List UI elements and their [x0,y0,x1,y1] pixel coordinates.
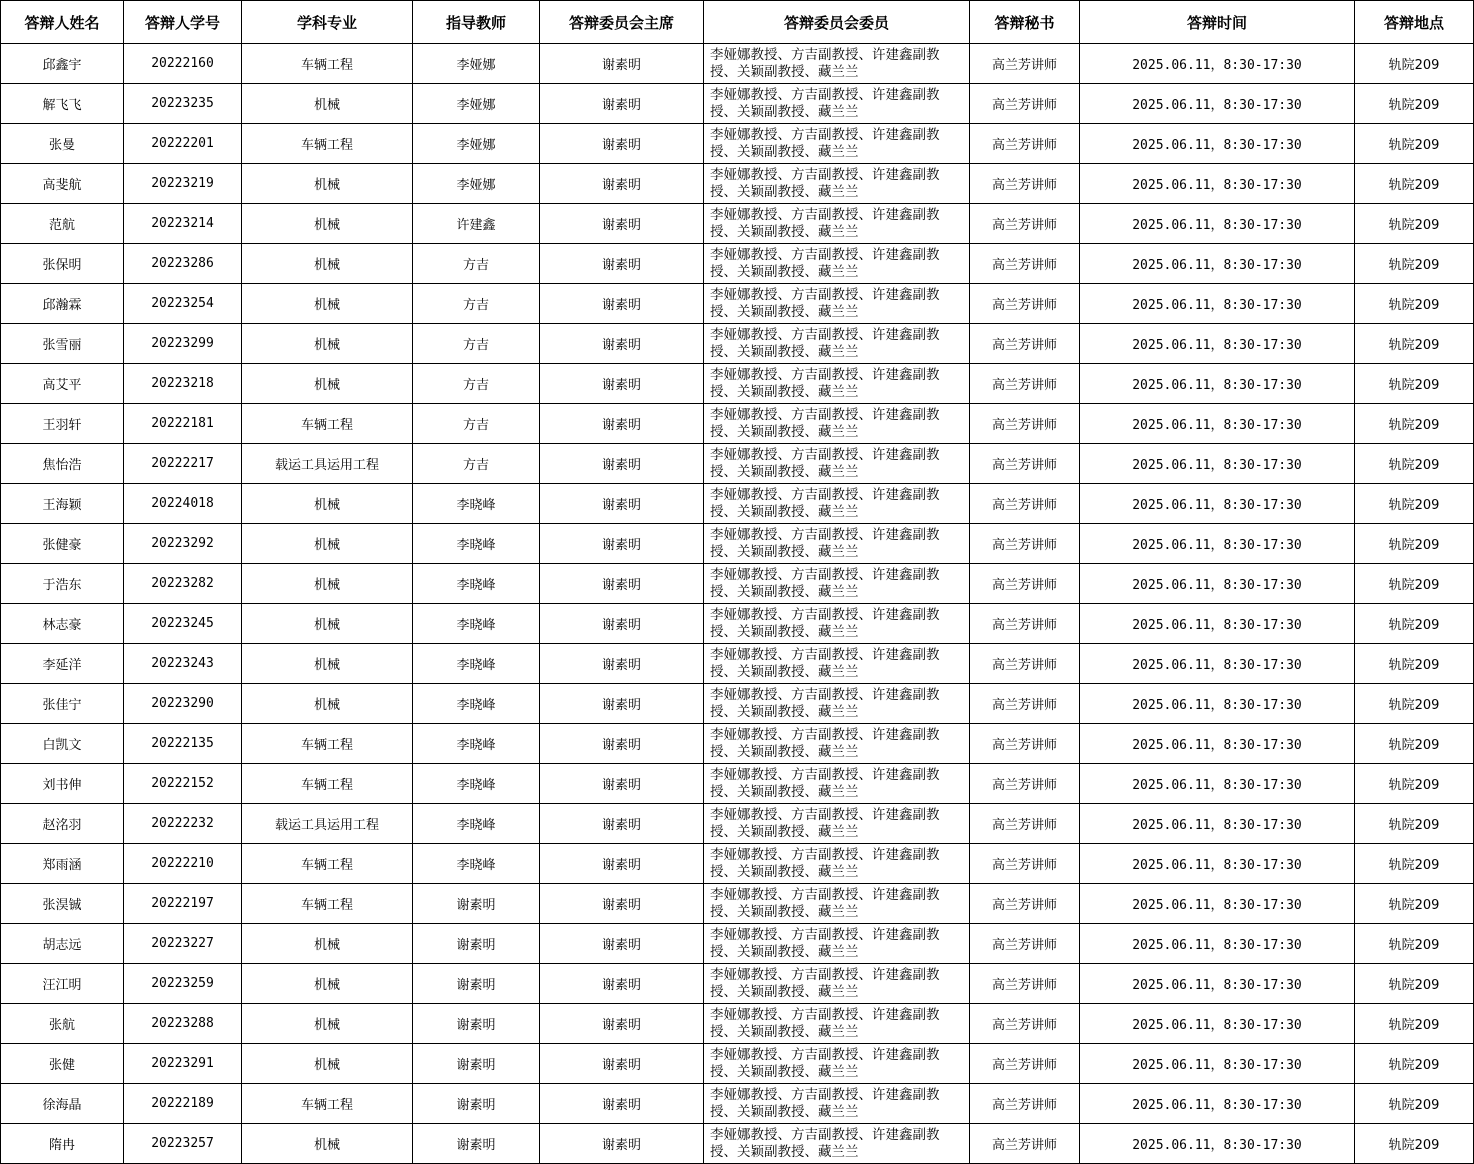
cell-advisor: 谢素明 [413,924,540,964]
cell-chair: 谢素明 [540,484,704,524]
cell-chair: 谢素明 [540,764,704,804]
cell-student-id: 20223299 [124,324,242,364]
cell-time: 2025.06.11，8:30-17:30 [1080,524,1355,564]
cell-members: 李娅娜教授、方吉副教授、许建鑫副教授、关颖副教授、藏兰兰 [704,1124,970,1164]
cell-chair: 谢素明 [540,684,704,724]
table-row [1,84,1474,124]
cell-student-id: 20223245 [124,604,242,644]
cell-chair: 谢素明 [540,564,704,604]
cell-secretary: 高兰芳讲师 [970,244,1080,284]
cell-student-id: 20223218 [124,364,242,404]
cell-place: 轨院209 [1355,84,1474,124]
cell-secretary: 高兰芳讲师 [970,444,1080,484]
cell-student-id: 20223219 [124,164,242,204]
cell-student-id: 20223243 [124,644,242,684]
cell-members: 李娅娜教授、方吉副教授、许建鑫副教授、关颖副教授、藏兰兰 [704,164,970,204]
table-row [1,564,1474,604]
cell-members: 李娅娜教授、方吉副教授、许建鑫副教授、关颖副教授、藏兰兰 [704,844,970,884]
cell-place: 轨院209 [1355,284,1474,324]
cell-place: 轨院209 [1355,1004,1474,1044]
cell-name: 张佳宁 [1,684,124,724]
cell-members: 李娅娜教授、方吉副教授、许建鑫副教授、关颖副教授、藏兰兰 [704,44,970,84]
cell-advisor: 李晓峰 [413,484,540,524]
cell-chair: 谢素明 [540,84,704,124]
cell-secretary: 高兰芳讲师 [970,204,1080,244]
cell-time: 2025.06.11，8:30-17:30 [1080,684,1355,724]
table-row [1,1124,1474,1164]
cell-secretary: 高兰芳讲师 [970,84,1080,124]
table-row [1,444,1474,484]
cell-place: 轨院209 [1355,564,1474,604]
cell-time: 2025.06.11，8:30-17:30 [1080,1084,1355,1124]
table-row [1,764,1474,804]
cell-advisor: 谢素明 [413,964,540,1004]
cell-major: 机械 [242,684,413,724]
cell-major: 机械 [242,84,413,124]
table-row [1,364,1474,404]
table-row [1,644,1474,684]
cell-name: 解飞飞 [1,84,124,124]
cell-name: 焦怡浩 [1,444,124,484]
table-row [1,1084,1474,1124]
cell-secretary: 高兰芳讲师 [970,964,1080,1004]
cell-name: 张保明 [1,244,124,284]
cell-student-id: 20222160 [124,44,242,84]
cell-members: 李娅娜教授、方吉副教授、许建鑫副教授、关颖副教授、藏兰兰 [704,124,970,164]
cell-major: 机械 [242,324,413,364]
cell-name: 王羽轩 [1,404,124,444]
cell-members: 李娅娜教授、方吉副教授、许建鑫副教授、关颖副教授、藏兰兰 [704,684,970,724]
cell-student-id: 20222189 [124,1084,242,1124]
table-row [1,684,1474,724]
cell-secretary: 高兰芳讲师 [970,724,1080,764]
cell-major: 载运工具运用工程 [242,804,413,844]
cell-time: 2025.06.11，8:30-17:30 [1080,244,1355,284]
cell-major: 机械 [242,564,413,604]
cell-time: 2025.06.11，8:30-17:30 [1080,1004,1355,1044]
cell-time: 2025.06.11，8:30-17:30 [1080,284,1355,324]
cell-major: 机械 [242,244,413,284]
cell-members: 李娅娜教授、方吉副教授、许建鑫副教授、关颖副教授、藏兰兰 [704,84,970,124]
cell-major: 载运工具运用工程 [242,444,413,484]
cell-secretary: 高兰芳讲师 [970,644,1080,684]
cell-name: 范航 [1,204,124,244]
cell-major: 机械 [242,964,413,1004]
cell-place: 轨院209 [1355,844,1474,884]
header-place: 答辩地点 [1355,1,1474,44]
cell-members: 李娅娜教授、方吉副教授、许建鑫副教授、关颖副教授、藏兰兰 [704,964,970,1004]
header-student-id: 答辩人学号 [124,1,242,44]
cell-major: 机械 [242,1004,413,1044]
cell-time: 2025.06.11，8:30-17:30 [1080,804,1355,844]
table-row [1,484,1474,524]
table-body [1,44,1474,1164]
cell-advisor: 李晓峰 [413,764,540,804]
cell-time: 2025.06.11，8:30-17:30 [1080,204,1355,244]
cell-major: 机械 [242,1124,413,1164]
cell-student-id: 20223254 [124,284,242,324]
table-row [1,44,1474,84]
cell-student-id: 20223286 [124,244,242,284]
cell-advisor: 方吉 [413,244,540,284]
cell-members: 李娅娜教授、方吉副教授、许建鑫副教授、关颖副教授、藏兰兰 [704,284,970,324]
cell-chair: 谢素明 [540,1124,704,1164]
cell-name: 高艾平 [1,364,124,404]
cell-advisor: 方吉 [413,284,540,324]
cell-student-id: 20224018 [124,484,242,524]
cell-time: 2025.06.11，8:30-17:30 [1080,724,1355,764]
cell-major: 车辆工程 [242,404,413,444]
cell-secretary: 高兰芳讲师 [970,764,1080,804]
cell-secretary: 高兰芳讲师 [970,1124,1080,1164]
cell-advisor: 李晓峰 [413,604,540,644]
table-row [1,604,1474,644]
cell-members: 李娅娜教授、方吉副教授、许建鑫副教授、关颖副教授、藏兰兰 [704,404,970,444]
cell-student-id: 20223257 [124,1124,242,1164]
cell-student-id: 20223290 [124,684,242,724]
cell-secretary: 高兰芳讲师 [970,284,1080,324]
header-members: 答辩委员会委员 [704,1,970,44]
table-row [1,164,1474,204]
cell-secretary: 高兰芳讲师 [970,484,1080,524]
table-row [1,524,1474,564]
cell-major: 车辆工程 [242,44,413,84]
cell-place: 轨院209 [1355,884,1474,924]
cell-time: 2025.06.11，8:30-17:30 [1080,884,1355,924]
cell-major: 机械 [242,364,413,404]
cell-major: 机械 [242,524,413,564]
cell-major: 机械 [242,204,413,244]
cell-secretary: 高兰芳讲师 [970,604,1080,644]
cell-chair: 谢素明 [540,1044,704,1084]
cell-secretary: 高兰芳讲师 [970,1044,1080,1084]
table-row [1,1044,1474,1084]
cell-student-id: 20222197 [124,884,242,924]
cell-members: 李娅娜教授、方吉副教授、许建鑫副教授、关颖副教授、藏兰兰 [704,204,970,244]
table-row [1,124,1474,164]
cell-student-id: 20223235 [124,84,242,124]
cell-time: 2025.06.11，8:30-17:30 [1080,404,1355,444]
cell-major: 车辆工程 [242,124,413,164]
cell-time: 2025.06.11，8:30-17:30 [1080,644,1355,684]
cell-members: 李娅娜教授、方吉副教授、许建鑫副教授、关颖副教授、藏兰兰 [704,364,970,404]
cell-major: 机械 [242,484,413,524]
cell-name: 郑雨涵 [1,844,124,884]
cell-chair: 谢素明 [540,404,704,444]
cell-chair: 谢素明 [540,244,704,284]
cell-advisor: 李晓峰 [413,804,540,844]
cell-secretary: 高兰芳讲师 [970,1084,1080,1124]
cell-time: 2025.06.11，8:30-17:30 [1080,364,1355,404]
cell-student-id: 20223292 [124,524,242,564]
cell-student-id: 20223288 [124,1004,242,1044]
cell-chair: 谢素明 [540,724,704,764]
cell-time: 2025.06.11，8:30-17:30 [1080,324,1355,364]
cell-time: 2025.06.11，8:30-17:30 [1080,1124,1355,1164]
cell-student-id: 20222201 [124,124,242,164]
cell-place: 轨院209 [1355,644,1474,684]
cell-place: 轨院209 [1355,124,1474,164]
cell-time: 2025.06.11，8:30-17:30 [1080,484,1355,524]
table-row [1,724,1474,764]
cell-place: 轨院209 [1355,364,1474,404]
cell-chair: 谢素明 [540,644,704,684]
cell-name: 林志豪 [1,604,124,644]
cell-secretary: 高兰芳讲师 [970,124,1080,164]
cell-major: 机械 [242,1044,413,1084]
cell-members: 李娅娜教授、方吉副教授、许建鑫副教授、关颖副教授、藏兰兰 [704,1084,970,1124]
table-row [1,1004,1474,1044]
cell-time: 2025.06.11，8:30-17:30 [1080,924,1355,964]
cell-advisor: 李晓峰 [413,644,540,684]
cell-time: 2025.06.11，8:30-17:30 [1080,964,1355,1004]
cell-advisor: 谢素明 [413,1044,540,1084]
cell-chair: 谢素明 [540,1004,704,1044]
cell-major: 机械 [242,644,413,684]
cell-advisor: 方吉 [413,364,540,404]
cell-advisor: 李晓峰 [413,844,540,884]
cell-place: 轨院209 [1355,724,1474,764]
cell-place: 轨院209 [1355,484,1474,524]
table-row [1,404,1474,444]
cell-name: 王海颖 [1,484,124,524]
cell-advisor: 许建鑫 [413,204,540,244]
cell-advisor: 李娅娜 [413,84,540,124]
cell-student-id: 20223227 [124,924,242,964]
cell-student-id: 20222210 [124,844,242,884]
cell-chair: 谢素明 [540,524,704,564]
cell-secretary: 高兰芳讲师 [970,164,1080,204]
cell-major: 机械 [242,284,413,324]
cell-name: 汪江明 [1,964,124,1004]
cell-student-id: 20223291 [124,1044,242,1084]
cell-secretary: 高兰芳讲师 [970,884,1080,924]
cell-chair: 谢素明 [540,804,704,844]
cell-name: 张健豪 [1,524,124,564]
header-row [1,1,1474,44]
cell-members: 李娅娜教授、方吉副教授、许建鑫副教授、关颖副教授、藏兰兰 [704,604,970,644]
cell-chair: 谢素明 [540,204,704,244]
cell-place: 轨院209 [1355,404,1474,444]
cell-major: 车辆工程 [242,1084,413,1124]
cell-name: 张雪丽 [1,324,124,364]
cell-name: 徐海晶 [1,1084,124,1124]
cell-place: 轨院209 [1355,604,1474,644]
cell-chair: 谢素明 [540,124,704,164]
cell-place: 轨院209 [1355,524,1474,564]
cell-members: 李娅娜教授、方吉副教授、许建鑫副教授、关颖副教授、藏兰兰 [704,1004,970,1044]
cell-place: 轨院209 [1355,1044,1474,1084]
cell-student-id: 20223282 [124,564,242,604]
cell-members: 李娅娜教授、方吉副教授、许建鑫副教授、关颖副教授、藏兰兰 [704,764,970,804]
cell-student-id: 20222135 [124,724,242,764]
cell-major: 机械 [242,164,413,204]
cell-advisor: 李娅娜 [413,164,540,204]
cell-student-id: 20222181 [124,404,242,444]
header-advisor: 指导教师 [413,1,540,44]
table-row [1,884,1474,924]
cell-advisor: 谢素明 [413,1124,540,1164]
cell-secretary: 高兰芳讲师 [970,524,1080,564]
cell-time: 2025.06.11，8:30-17:30 [1080,444,1355,484]
cell-members: 李娅娜教授、方吉副教授、许建鑫副教授、关颖副教授、藏兰兰 [704,1044,970,1084]
cell-secretary: 高兰芳讲师 [970,1004,1080,1044]
header-major: 学科专业 [242,1,413,44]
cell-advisor: 李娅娜 [413,44,540,84]
cell-advisor: 谢素明 [413,1084,540,1124]
cell-secretary: 高兰芳讲师 [970,564,1080,604]
cell-chair: 谢素明 [540,604,704,644]
cell-secretary: 高兰芳讲师 [970,364,1080,404]
cell-members: 李娅娜教授、方吉副教授、许建鑫副教授、关颖副教授、藏兰兰 [704,244,970,284]
table-row [1,804,1474,844]
cell-members: 李娅娜教授、方吉副教授、许建鑫副教授、关颖副教授、藏兰兰 [704,924,970,964]
table-row [1,204,1474,244]
cell-chair: 谢素明 [540,844,704,884]
cell-advisor: 李晓峰 [413,684,540,724]
cell-chair: 谢素明 [540,924,704,964]
cell-place: 轨院209 [1355,244,1474,284]
cell-chair: 谢素明 [540,164,704,204]
cell-members: 李娅娜教授、方吉副教授、许建鑫副教授、关颖副教授、藏兰兰 [704,724,970,764]
cell-time: 2025.06.11，8:30-17:30 [1080,564,1355,604]
cell-advisor: 谢素明 [413,884,540,924]
table-row [1,324,1474,364]
cell-name: 胡志远 [1,924,124,964]
cell-members: 李娅娜教授、方吉副教授、许建鑫副教授、关颖副教授、藏兰兰 [704,524,970,564]
header-time: 答辩时间 [1080,1,1355,44]
cell-name: 白凯文 [1,724,124,764]
cell-secretary: 高兰芳讲师 [970,324,1080,364]
table-row [1,284,1474,324]
cell-place: 轨院209 [1355,924,1474,964]
cell-time: 2025.06.11，8:30-17:30 [1080,1044,1355,1084]
cell-advisor: 李晓峰 [413,564,540,604]
cell-secretary: 高兰芳讲师 [970,404,1080,444]
cell-chair: 谢素明 [540,324,704,364]
cell-chair: 谢素明 [540,884,704,924]
cell-time: 2025.06.11，8:30-17:30 [1080,764,1355,804]
cell-place: 轨院209 [1355,204,1474,244]
cell-chair: 谢素明 [540,44,704,84]
cell-name: 于浩东 [1,564,124,604]
cell-advisor: 谢素明 [413,1004,540,1044]
cell-place: 轨院209 [1355,684,1474,724]
cell-name: 张航 [1,1004,124,1044]
cell-chair: 谢素明 [540,964,704,1004]
cell-place: 轨院209 [1355,444,1474,484]
table-row [1,844,1474,884]
cell-secretary: 高兰芳讲师 [970,684,1080,724]
cell-chair: 谢素明 [540,444,704,484]
cell-chair: 谢素明 [540,364,704,404]
cell-members: 李娅娜教授、方吉副教授、许建鑫副教授、关颖副教授、藏兰兰 [704,564,970,604]
cell-student-id: 20222152 [124,764,242,804]
cell-time: 2025.06.11，8:30-17:30 [1080,164,1355,204]
cell-name: 高斐航 [1,164,124,204]
cell-advisor: 方吉 [413,444,540,484]
cell-student-id: 20222232 [124,804,242,844]
cell-members: 李娅娜教授、方吉副教授、许建鑫副教授、关颖副教授、藏兰兰 [704,884,970,924]
cell-secretary: 高兰芳讲师 [970,924,1080,964]
cell-secretary: 高兰芳讲师 [970,844,1080,884]
cell-advisor: 方吉 [413,404,540,444]
table-row [1,924,1474,964]
cell-major: 机械 [242,604,413,644]
cell-student-id: 20222217 [124,444,242,484]
cell-time: 2025.06.11，8:30-17:30 [1080,124,1355,164]
cell-student-id: 20223259 [124,964,242,1004]
cell-time: 2025.06.11，8:30-17:30 [1080,44,1355,84]
cell-major: 机械 [242,924,413,964]
cell-name: 张健 [1,1044,124,1084]
cell-name: 邱瀚霖 [1,284,124,324]
cell-name: 张淏铖 [1,884,124,924]
header-secretary: 答辩秘书 [970,1,1080,44]
cell-name: 张曼 [1,124,124,164]
cell-advisor: 方吉 [413,324,540,364]
cell-name: 邱鑫宇 [1,44,124,84]
cell-chair: 谢素明 [540,1084,704,1124]
cell-place: 轨院209 [1355,164,1474,204]
cell-time: 2025.06.11，8:30-17:30 [1080,604,1355,644]
cell-major: 车辆工程 [242,884,413,924]
cell-advisor: 李晓峰 [413,524,540,564]
cell-major: 车辆工程 [242,724,413,764]
cell-place: 轨院209 [1355,804,1474,844]
cell-place: 轨院209 [1355,1124,1474,1164]
cell-time: 2025.06.11，8:30-17:30 [1080,84,1355,124]
cell-members: 李娅娜教授、方吉副教授、许建鑫副教授、关颖副教授、藏兰兰 [704,324,970,364]
table-row [1,964,1474,1004]
cell-place: 轨院209 [1355,764,1474,804]
cell-secretary: 高兰芳讲师 [970,44,1080,84]
cell-name: 赵洺羽 [1,804,124,844]
cell-members: 李娅娜教授、方吉副教授、许建鑫副教授、关颖副教授、藏兰兰 [704,644,970,684]
header-chair: 答辩委员会主席 [540,1,704,44]
cell-place: 轨院209 [1355,1084,1474,1124]
cell-members: 李娅娜教授、方吉副教授、许建鑫副教授、关颖副教授、藏兰兰 [704,484,970,524]
cell-place: 轨院209 [1355,964,1474,1004]
cell-name: 李延洋 [1,644,124,684]
cell-place: 轨院209 [1355,324,1474,364]
cell-major: 车辆工程 [242,764,413,804]
cell-chair: 谢素明 [540,284,704,324]
cell-advisor: 李娅娜 [413,124,540,164]
cell-name: 隋冉 [1,1124,124,1164]
cell-name: 刘书伸 [1,764,124,804]
cell-secretary: 高兰芳讲师 [970,804,1080,844]
header-name: 答辩人姓名 [1,1,124,44]
cell-advisor: 李晓峰 [413,724,540,764]
cell-members: 李娅娜教授、方吉副教授、许建鑫副教授、关颖副教授、藏兰兰 [704,444,970,484]
table-row [1,244,1474,284]
cell-place: 轨院209 [1355,44,1474,84]
cell-members: 李娅娜教授、方吉副教授、许建鑫副教授、关颖副教授、藏兰兰 [704,804,970,844]
cell-student-id: 20223214 [124,204,242,244]
cell-time: 2025.06.11，8:30-17:30 [1080,844,1355,884]
cell-major: 车辆工程 [242,844,413,884]
